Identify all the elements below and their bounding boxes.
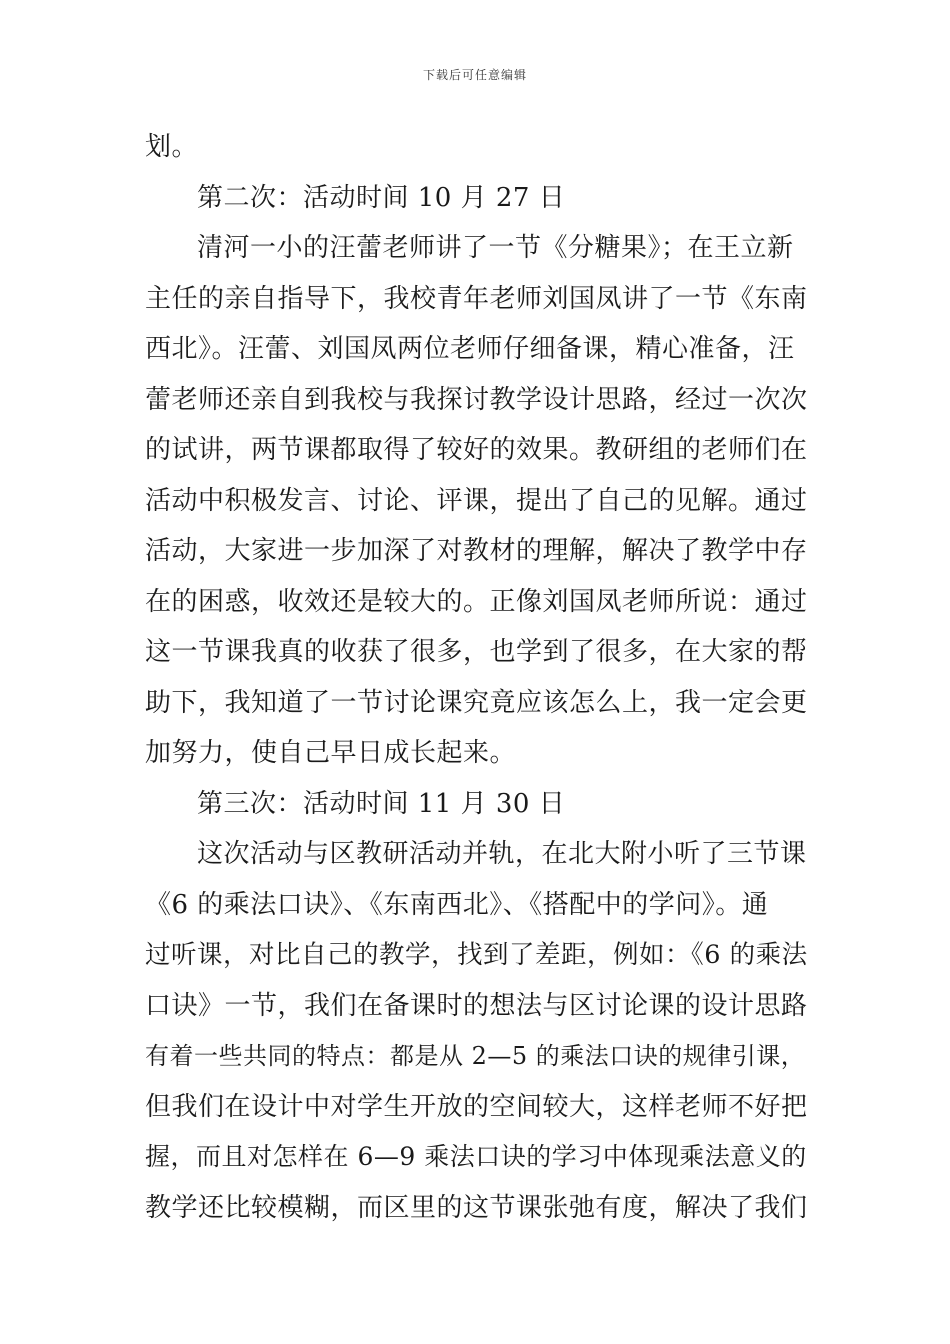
text-line: 的试讲，两节课都取得了较好的效果。教研组的老师们在 (145, 435, 808, 465)
text-line: 教学还比较模糊，而区里的这节课张弛有度，解决了我们 (145, 1192, 808, 1223)
text-line: 活动，大家进一步加深了对教材的理解，解决了教学中存 (145, 536, 808, 566)
document-body (145, 122, 810, 1233)
text-line: 划。 (145, 132, 199, 162)
text-line: 口诀》一节，我们在备课时的想法与区讨论课的设计思路 (145, 990, 808, 1021)
text-line: 过听课，对比自己的教学，找到了差距，例如：《6 的乘法 (145, 940, 808, 970)
text-line: 《6 的乘法口诀》、《东南西北》、《搭配中的学问》。通 (145, 889, 769, 920)
text-line: 主任的亲自指导下，我校青年老师刘国凤讲了一节《东南 (145, 283, 808, 314)
text-line: 这一节课我真的收获了很多，也学到了很多，在大家的帮 (145, 637, 808, 667)
text-line: 蕾老师还亲自到我校与我探讨教学设计思路，经过一次次 (145, 384, 808, 415)
text-line: 但我们在设计中对学生开放的空间较大，这样老师不好把 (145, 1091, 808, 1122)
text-line: 加努力，使自己早日成长起来。 (145, 738, 517, 768)
text-line: 握，而且对怎样在 6—9 乘法口诀的学习中体现乘法意义的 (145, 1142, 807, 1171)
text-line: 第二次：活动时间 10 月 27 日 (197, 182, 566, 213)
text-line: 这次活动与区教研活动并轨，在北大附小听了三节课 (197, 839, 807, 869)
text-line: 清河一小的汪蕾老师讲了一节《分糖果》；在王立新 (197, 233, 794, 263)
text-line: 助下，我知道了一节讨论课究竟应该怎么上，我一定会更 (145, 687, 808, 718)
text-line: 在的困惑，收效还是较大的。正像刘国凤老师所说：通过 (145, 586, 808, 617)
text-line: 有着一些共同的特点：都是从 2—5 的乘法口诀的规律引课， (145, 1042, 806, 1070)
page-header: 下载后可任意编辑 (422, 68, 527, 82)
text-line: 活动中积极发言、讨论、评课，提出了自己的见解。通过 (145, 485, 808, 516)
text-line: 第三次：活动时间 11 月 30 日 (197, 788, 566, 819)
text-line: 西北》。汪蕾、刘国凤两位老师仔细备课，精心准备，汪 (145, 334, 795, 364)
